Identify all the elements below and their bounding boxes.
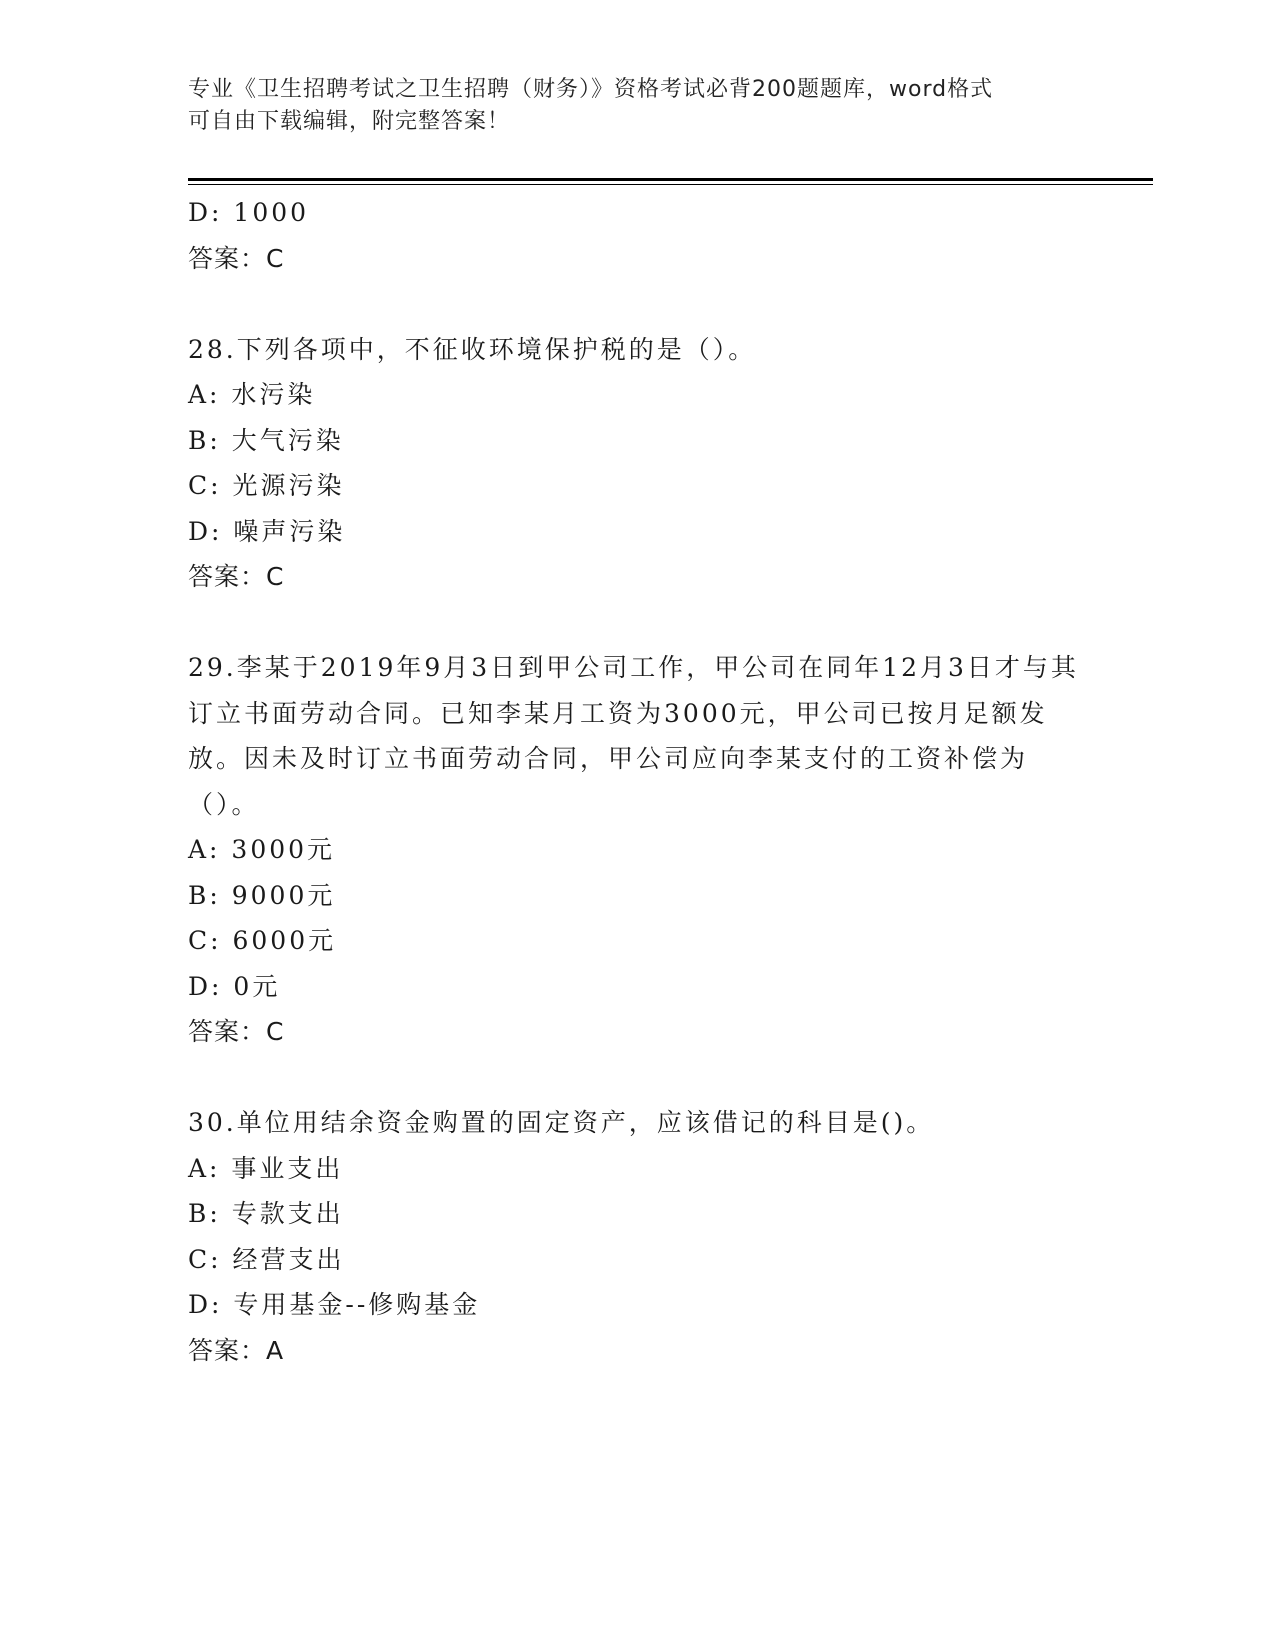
document-body [188,190,1088,1373]
header-line-2: 可自由下载编辑，附完整答案！ [188,109,511,134]
option-a: A: 事业支出 [188,1153,344,1183]
option-b: B: 9000元 [188,880,336,910]
spacer [188,1055,1088,1101]
header-rule-thick [188,178,1153,181]
option-a: A: 水污染 [188,380,316,409]
question-29 [188,645,1088,1055]
option-b: B: 大气污染 [188,425,344,455]
document-header [188,74,1088,138]
spacer [188,281,1088,327]
answer-line: 答案：C [188,243,285,273]
option-b: B: 专款支出 [188,1199,344,1228]
option-d: D: 1000 [188,198,310,227]
question-stem: 29.李某于2019年9月3日到甲公司工作，甲公司在同年12月3日才与其订立书面劳动合同。已知李某月工资为3000元，甲公司已按月足额发放。因未及时订立书面劳动合同，甲公司应向李某支付的工资补偿为（）。 [188,653,1079,819]
question-stem: 28.下列各项中，不征收环境保护税的是（）。 [188,334,757,364]
option-d: D: 专用基金--修购基金 [188,1290,481,1319]
option-d: D: 噪声污染 [188,516,346,546]
header-line-1: 专业《卫生招聘考试之卫生招聘（财务）》资格考试必背200题题库，word格式 [188,77,994,102]
question-30 [188,1100,1088,1373]
spacer [188,600,1088,646]
question-28 [188,327,1088,600]
question-stem: 30.单位用结余资金购置的固定资产，应该借记的科目是()。 [188,1108,935,1137]
carryover-block [188,190,1088,281]
option-c: C: 经营支出 [188,1244,345,1274]
answer-line: 答案：A [188,1335,285,1365]
answer-line: 答案：C [188,562,285,591]
option-c: C: 6000元 [188,926,337,955]
header-rule-thin [188,184,1153,185]
option-d: D: 0元 [188,971,281,1001]
option-c: C: 光源污染 [188,471,345,500]
option-a: A: 3000元 [188,835,336,864]
answer-line: 答案：C [188,1017,285,1046]
